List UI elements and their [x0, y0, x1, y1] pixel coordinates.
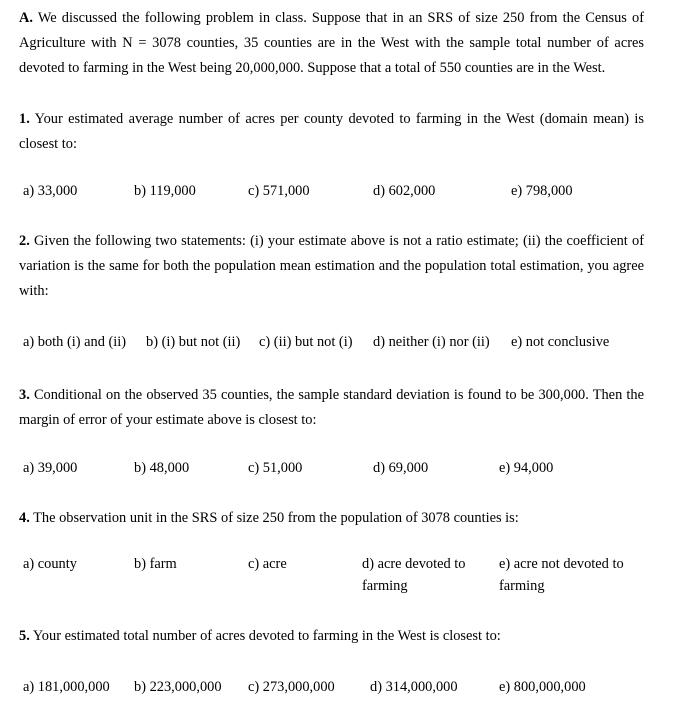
question-1-text: 1. Your estimated average number of acres per county devoted to farming in the West (domain mean) is closest to: — [19, 111, 644, 152]
q3-option-a: a) 39,000 — [23, 460, 78, 476]
question-3-text: 3. Conditional on the observed 35 counties, the sample standard deviation is found to be 300,000. Then the margin of error of your estimate above is closest to: — [19, 387, 644, 428]
q5-option-a: a) 181,000,000 — [23, 679, 110, 695]
q2-option-d: d) neither (i) nor (ii) — [373, 334, 490, 350]
question-number: 5. — [19, 628, 30, 644]
question-4-text: 4. The observation unit in the SRS of size 250 from the population of 3078 counties is: — [19, 510, 519, 526]
intro-text: We discussed the following problem in class. Suppose that in an SRS of size 250 from the Census of Agriculture with N = 3078 counties, 35 counties are in the West with the sample total number of acres devoted to farming in the West being 20,000,000. Suppose that a total of 550 counties are in the West. — [19, 10, 644, 76]
q5-option-b: b) 223,000,000 — [134, 679, 222, 695]
q1-option-a: a) 33,000 — [23, 183, 78, 199]
q4-option-a: a) county — [23, 556, 77, 572]
question-number: 4. — [19, 510, 30, 526]
question-5-text: 5. Your estimated total number of acres devoted to farming in the West is closest to: — [19, 628, 501, 644]
q4-option-c: c) acre — [248, 556, 287, 572]
q3-option-e: e) 94,000 — [499, 460, 554, 476]
q2-option-a: a) both (i) and (ii) — [23, 334, 127, 350]
q2-option-b: b) (i) but not (ii) — [146, 334, 241, 350]
q1-option-c: c) 571,000 — [248, 183, 310, 199]
q3-option-b: b) 48,000 — [134, 460, 190, 476]
q5-option-e: e) 800,000,000 — [499, 679, 586, 695]
q5-option-c: c) 273,000,000 — [248, 679, 335, 695]
question-number: 1. — [19, 111, 30, 127]
question-number: 3. — [19, 387, 30, 403]
q1-option-e: e) 798,000 — [511, 183, 573, 199]
q1-option-d: d) 602,000 — [373, 183, 436, 199]
q3-option-c: c) 51,000 — [248, 460, 303, 476]
q4-option-e: e) acre not devoted to farming — [499, 556, 624, 594]
question-number: 2. — [19, 233, 30, 249]
q4-option-d: d) acre devoted to farming — [362, 556, 466, 594]
q2-option-e: e) not conclusive — [511, 334, 610, 350]
q2-option-c: c) (ii) but not (i) — [259, 334, 353, 350]
q1-option-b: b) 119,000 — [134, 183, 196, 199]
q3-option-d: d) 69,000 — [373, 460, 429, 476]
q5-option-d: d) 314,000,000 — [370, 679, 458, 695]
q4-option-b: b) farm — [134, 556, 177, 572]
intro-paragraph — [19, 6, 644, 81]
question-2-text: 2. Given the following two statements: (i) your estimate above is not a ratio estimate; (ii) the coefficient of variation is the same for both the population mean estimation and the population total estimation, you agree with: — [19, 233, 644, 299]
intro-label: A. — [19, 10, 33, 26]
